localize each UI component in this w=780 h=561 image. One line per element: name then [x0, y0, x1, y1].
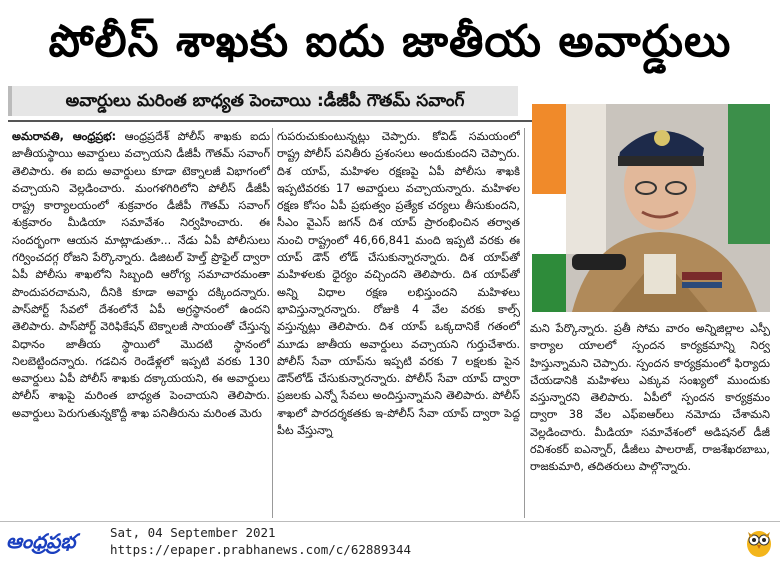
article-column-2: [277, 128, 520, 518]
dateline: అమరావతి, ఆంధ్రప్రభ:: [12, 130, 117, 143]
andhraprabha-logo: ఆంధ్రప్రభ: [6, 529, 76, 553]
article-column-1: [12, 128, 270, 518]
dgp-photo: [532, 104, 770, 312]
owl-icon: [744, 526, 774, 558]
headline: పోలీస్ శాఖకు ఐదు జాతీయ అవార్డులు: [48, 16, 732, 67]
publication-date: Sat, 04 September 2021: [110, 525, 276, 540]
dgp-portrait-image: [532, 104, 770, 312]
article-text-2: గుపరుచుకుంటున్నట్లు చెప్పారు. కోవిడ్ సమయంలో రాష్ట్ర పోలీస్ పనితీరు ప్రశంసలు అందుకుందని చెప్పారు. దిశ యాప్, మహిళల రక్షణపై ఏపీ పోలీసు శాఖకి ఇప్పటివరకు 17 అవార్డులు వచ్చాయన్నారు. మహిళల రక్షణ కోసం ఏపీ ప్రభుత్వం ప్రత్యేక చర్యలు తీసుకుందని, సీఎం వైఎస్ జగన్ దిశ యాప్ ప్రారంభించిన తర్వాత నుంచి రాష్ట్రంలో 46,66,841 మంది ఇప్పటి వరకు ఈ యాప్ డౌన్ లోడ్ చేసుకున్నారన్నారు. దిశ యాప్‌తో మహిళలకు ధైర్యం వచ్చిందని తెలిపారు. దిశ యాప్‌తో అన్ని విధాల రక్షణ లభిస్తుందని మహిళలు భావిస్తున్నారన్నారు. రోజుకి 4 వేల వరకు కాల్స్ వస్తున్నట్లు తెలిపారు. దిశ యాప్ ఒక్కదానికే గతంలో మూడు జాతీయ అవార్డులు వచ్చాయని గుర్తుచేశారు. పోలీస్ సేవా యాప్‌ను ఇప్పటి వరకు 7 లక్షలకు పైన డౌన్‌లోడ్ చేసుకున్నారన్నారు. పోలీస్ సేవా యాప్ ద్వారా ప్రజలకు ఎన్నో సేవలు అందిస్తున్నామని తెలిపారు. పోలీస్ శాఖలో పారదర్శకతకు ఇ-పోలీస్ సేవా యాప్ ద్వారా పెద్ద పీట వేస్తున్నా: [277, 130, 520, 438]
article-text-3: మని పేర్కొన్నారు. ప్రతీ సోమ వారం అన్నిజిల్లాల ఎస్పీ కార్యాల యాలలో స్పందన కార్యక్రమాన్ని నిర్వ హిస్తున్నామని చెప్పారు. స్పందన కార్యక్రమంలో ఫిర్యాదు చేయడానికి మహిళలు ఎక్కువ సంఖ్యలో ముందుకు వస్తున్నారని తెలిపారు. ఏపీలో స్పందన కార్యక్రమం ద్వారా 38 వేల ఎఫ్ఐఆర్‌లు నమోదు చేశామని వెల్లడించారు. మీడియా సమావేశంలో అడిషనల్ డీజీ రవిశంకర్ ఐఎన్నార్, డీజీలు పాలరాజ్, రాజశేఖరబాబు, రాజకుమారి, తదితరులు పాల్గొన్నారు.: [530, 322, 770, 474]
epaper-link[interactable]: https://epaper.prabhanews.com/c/62889344: [110, 542, 412, 557]
article-text-1: ఆంధ్రప్రదేశ్ పోలీస్ శాఖకు ఐదు జాతీయస్థాయి అవార్డులు వచ్చాయని డీజీపీ గౌతమ్ సవాంగ్ తెలిపారు. ఈ ఐదు అవార్డులు కూడా టెక్నాలజీ విభాగంలో వచ్చాయని వెల్లడించారు. మంగళగిరిలోని పోలీస్ డీజీపీ రాష్ట్ర కార్యాలయంలో శుక్రవారం డీజీపీ గౌతమ్ సవాంగ్ శుక్రవారం మీడియా సమావేశం నిర్వహించారు. ఈ సందర్భంగా ఆయన మాట్లాడుతూ... నేడు ఏపీ పోలీసులు గర్వించదగ్గ రోజని పేర్కొన్నారు. డిజిటల్ హెల్త్ ప్రొఫైల్ ద్వారా ఏపీ పోలీసు శాఖలోని సిబ్బంది ఆరోగ్య సమాచారమంతా పొందుపరచామని, దీనికి కూడా అవార్డు దక్కిందన్నారు. పాస్‌పోర్ట్ సేవలో దేశంలోనే ఏపీ అగ్రస్థానంలో ఉందని తెలిపారు. పాస్‌పోర్ట్ వెరిఫికేషన్ టెక్నాలజీ సాయంతో చేస్తున్న విధానం జాతీయ స్థాయిలో మొదటి స్థానంలో నిలబెట్టిందన్నారు. గడచిన రెండేళ్లలో ఇప్పటి వరకు 130 అవార్డులు ఏపీ పోలీస్ శాఖకు దక్కాయయని, ఈ అవార్డులు పోలీస్ శాఖపై మరింత బాధ్యత పెంచాయని తెలిపారు. అవార్డులు పెరుగుతున్నకొద్దీ శాఖ పనితీరును మరింత మెరు: [12, 130, 270, 420]
subheadline: అవార్డులు మరింత బాధ్యత పెంచాయి :డీజీపీ గౌతమ్ సవాంగ్: [65, 91, 465, 111]
footer: [0, 522, 780, 561]
column-divider: [524, 128, 525, 518]
column-divider: [272, 128, 273, 518]
article-column-3: [530, 320, 770, 520]
subheadline-box: [8, 86, 518, 116]
